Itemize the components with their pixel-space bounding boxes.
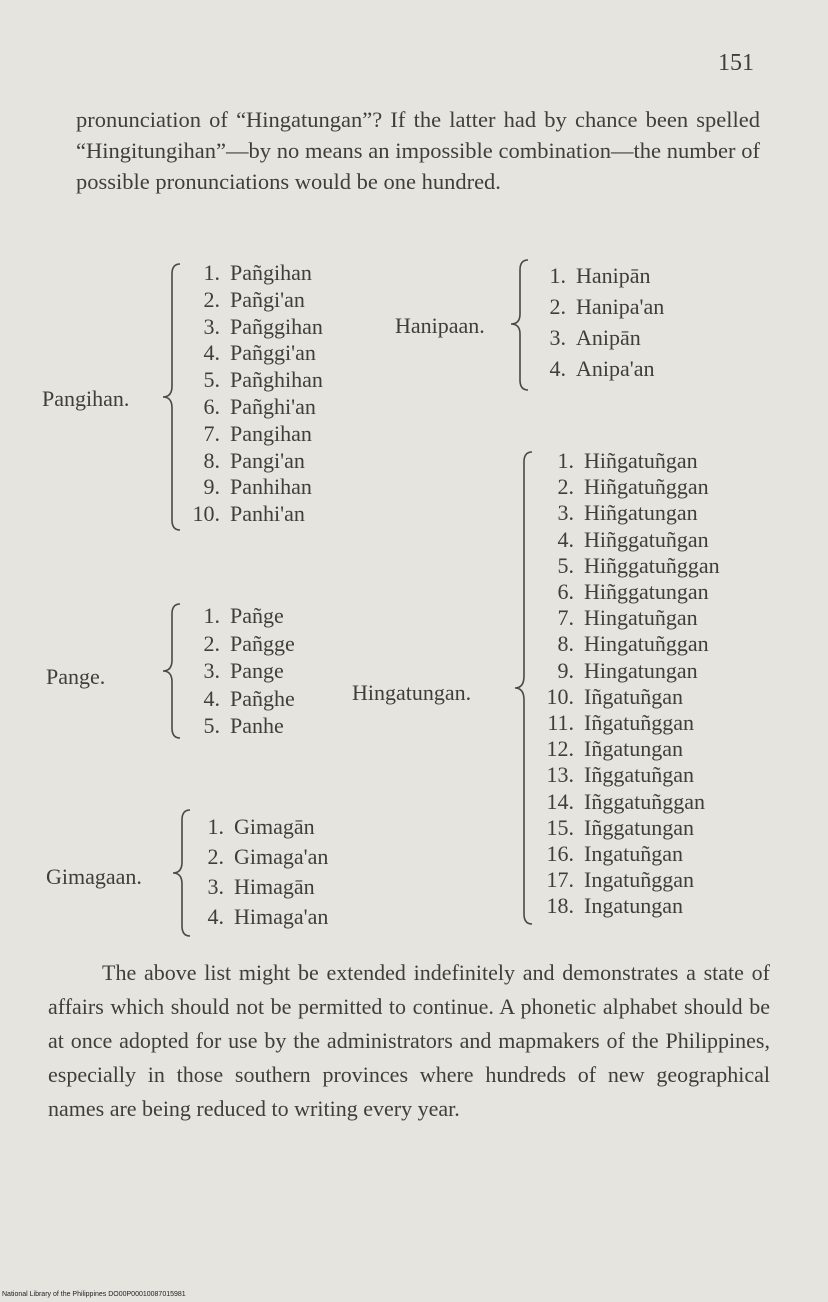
item-text: Pañghihan <box>230 367 323 393</box>
group-label-pangihan: Pangihan. <box>42 386 130 411</box>
list-item <box>184 367 323 394</box>
item-number: 10. <box>192 501 220 527</box>
item-number: 7. <box>203 420 220 446</box>
item-number: 1. <box>207 814 224 839</box>
group-label-gimagaan: Gimagaan. <box>46 864 142 889</box>
list-item <box>536 684 720 710</box>
item-text: Pange <box>230 658 284 683</box>
item-text: Panhe <box>230 713 284 738</box>
item-number: 9. <box>557 657 574 683</box>
item-text: Anipa'an <box>576 356 655 381</box>
item-number: 1. <box>549 263 566 288</box>
item-text: Hiñggatungan <box>584 579 709 605</box>
item-text: Hiñgatungan <box>584 500 698 526</box>
item-number: 1. <box>203 603 220 628</box>
list-item <box>536 658 720 684</box>
brace-pange <box>160 602 184 740</box>
item-number: 8. <box>203 447 220 473</box>
item-text: Hanipān <box>576 263 651 288</box>
list-item <box>184 602 295 630</box>
item-text: Pangihan <box>230 420 312 446</box>
list-item <box>536 762 720 788</box>
item-text: Hiñgatuñggan <box>584 474 709 500</box>
item-text: Iñgatuñggan <box>584 710 694 736</box>
intro-paragraph: pronunciation of “Hingatungan”? If the latter had by chance been spelled “Hingitungihan”—by no means an impossible combination—the number of possible pronunciations would be one hundred. <box>76 107 760 194</box>
pronunciation-list-gimagaan <box>194 812 328 932</box>
item-number: 1. <box>557 448 574 473</box>
item-number: 4. <box>549 356 566 381</box>
list-item <box>184 501 323 528</box>
item-text: Hingatungan <box>584 657 698 683</box>
list-item <box>536 867 720 893</box>
item-number: 15. <box>546 814 574 840</box>
list-item <box>536 448 720 474</box>
list-item <box>194 902 328 932</box>
item-text: Himaga'an <box>234 904 329 929</box>
list-item <box>536 841 720 867</box>
item-number: 13. <box>546 762 574 788</box>
list-item <box>184 287 323 314</box>
item-text: Panhihan <box>230 474 312 500</box>
item-number: 2. <box>549 294 566 319</box>
brace-hanipaan <box>508 258 532 392</box>
pronunciation-list-pangihan <box>184 260 323 528</box>
item-number: 17. <box>546 867 574 893</box>
list-item <box>184 394 323 421</box>
item-number: 5. <box>203 367 220 393</box>
item-text: Panhi'an <box>230 501 305 527</box>
item-number: 3. <box>549 325 566 350</box>
item-number: 3. <box>203 313 220 339</box>
brace-pangihan <box>160 262 184 532</box>
item-number: 6. <box>557 579 574 605</box>
item-number: 3. <box>203 658 220 683</box>
pronunciation-list-pange <box>184 602 295 740</box>
item-text: Pañghi'an <box>230 393 316 419</box>
item-text: Iñggatuñggan <box>584 788 705 814</box>
list-item <box>532 260 664 291</box>
group-label-pange: Pange. <box>46 664 106 689</box>
brace-gimagaan <box>170 808 194 938</box>
list-item <box>184 657 295 685</box>
item-number: 3. <box>207 874 224 899</box>
list-item <box>184 448 323 475</box>
item-text: Iñggatungan <box>584 814 694 840</box>
group-label-hingatungan: Hingatungan. <box>352 680 472 705</box>
item-number: 2. <box>557 474 574 500</box>
item-text: Pañgi'an <box>230 286 305 312</box>
item-text: Anipān <box>576 325 641 350</box>
list-item <box>536 815 720 841</box>
list-item <box>184 712 295 740</box>
item-text: Himagān <box>234 874 315 899</box>
list-item <box>536 605 720 631</box>
list-item <box>536 527 720 553</box>
item-number: 8. <box>557 631 574 657</box>
item-number: 12. <box>546 736 574 762</box>
closing-paragraph: The above list might be extended indefinitely and demonstrates a state of affairs which should not be permitted to continue. A phonetic alphabet should be at once adopted for use by the administrators and mapmakers of the Philippines, especially in those southern provinces where hundreds of new geographical names are being reduced to writing every year. <box>48 960 770 1121</box>
list-item <box>536 474 720 500</box>
item-number: 2. <box>203 630 220 656</box>
pronunciation-list-hanipaan <box>532 260 664 384</box>
item-number: 4. <box>207 904 224 929</box>
list-item <box>184 260 323 287</box>
item-number: 4. <box>203 340 220 366</box>
item-number: 9. <box>203 474 220 500</box>
list-item <box>536 789 720 815</box>
item-text: Iñgatungan <box>584 736 683 762</box>
item-number: 4. <box>203 685 220 711</box>
item-number: 5. <box>203 713 220 738</box>
item-text: Pañgge <box>230 630 295 656</box>
item-number: 5. <box>557 552 574 578</box>
item-text: Hiñggatuñgan <box>584 526 709 552</box>
item-number: 18. <box>546 893 574 919</box>
list-item <box>184 630 295 658</box>
item-text: Hiñggatuñggan <box>584 552 720 578</box>
item-number: 1. <box>203 260 220 285</box>
item-text: Ingatungan <box>584 893 683 919</box>
scan-credit: National Library of the Philippines DO00P00010087015981 <box>2 1291 186 1298</box>
item-text: Hingatuñggan <box>584 631 709 657</box>
item-text: Hiñgatuñgan <box>584 448 698 473</box>
list-item <box>184 474 323 501</box>
item-number: 14. <box>546 788 574 814</box>
list-item <box>532 322 664 353</box>
item-text: Pañgihan <box>230 260 312 285</box>
item-text: Gimagān <box>234 814 315 839</box>
item-text: Ingatuñgan <box>584 841 683 867</box>
item-number: 3. <box>557 500 574 526</box>
list-item <box>184 421 323 448</box>
item-number: 10. <box>546 683 574 709</box>
item-number: 16. <box>546 841 574 867</box>
item-text: Ingatuñggan <box>584 867 694 893</box>
list-item <box>194 812 328 842</box>
item-number: 2. <box>207 844 224 869</box>
pronunciation-list-hingatungan <box>536 448 720 920</box>
item-number: 11. <box>547 710 574 736</box>
list-item <box>536 500 720 526</box>
item-number: 7. <box>557 605 574 631</box>
item-number: 6. <box>203 393 220 419</box>
group-label-hanipaan: Hanipaan. <box>395 313 485 338</box>
item-text: Hanipa'an <box>576 294 665 319</box>
item-text: Pañghe <box>230 685 295 711</box>
item-text: Pañggihan <box>230 313 323 339</box>
item-text: Gimaga'an <box>234 844 329 869</box>
page-number: 151 <box>718 50 754 76</box>
list-item <box>536 710 720 736</box>
list-item <box>532 291 664 322</box>
item-number: 2. <box>203 286 220 312</box>
item-text: Iñggatuñgan <box>584 762 694 788</box>
brace-hingatungan <box>512 450 536 926</box>
list-item <box>194 842 328 872</box>
list-item <box>536 893 720 919</box>
list-item <box>536 553 720 579</box>
item-number: 4. <box>557 526 574 552</box>
item-text: Pangi'an <box>230 447 305 473</box>
list-item <box>194 872 328 902</box>
item-text: Hingatuñgan <box>584 605 698 631</box>
item-text: Pañggi'an <box>230 340 316 366</box>
item-text: Pañge <box>230 603 284 628</box>
list-item <box>536 631 720 657</box>
list-item <box>536 579 720 605</box>
item-text: Iñgatuñgan <box>584 683 683 709</box>
list-item <box>536 736 720 762</box>
list-item <box>184 314 323 341</box>
list-item <box>184 340 323 367</box>
list-item <box>532 353 664 384</box>
list-item <box>184 685 295 713</box>
